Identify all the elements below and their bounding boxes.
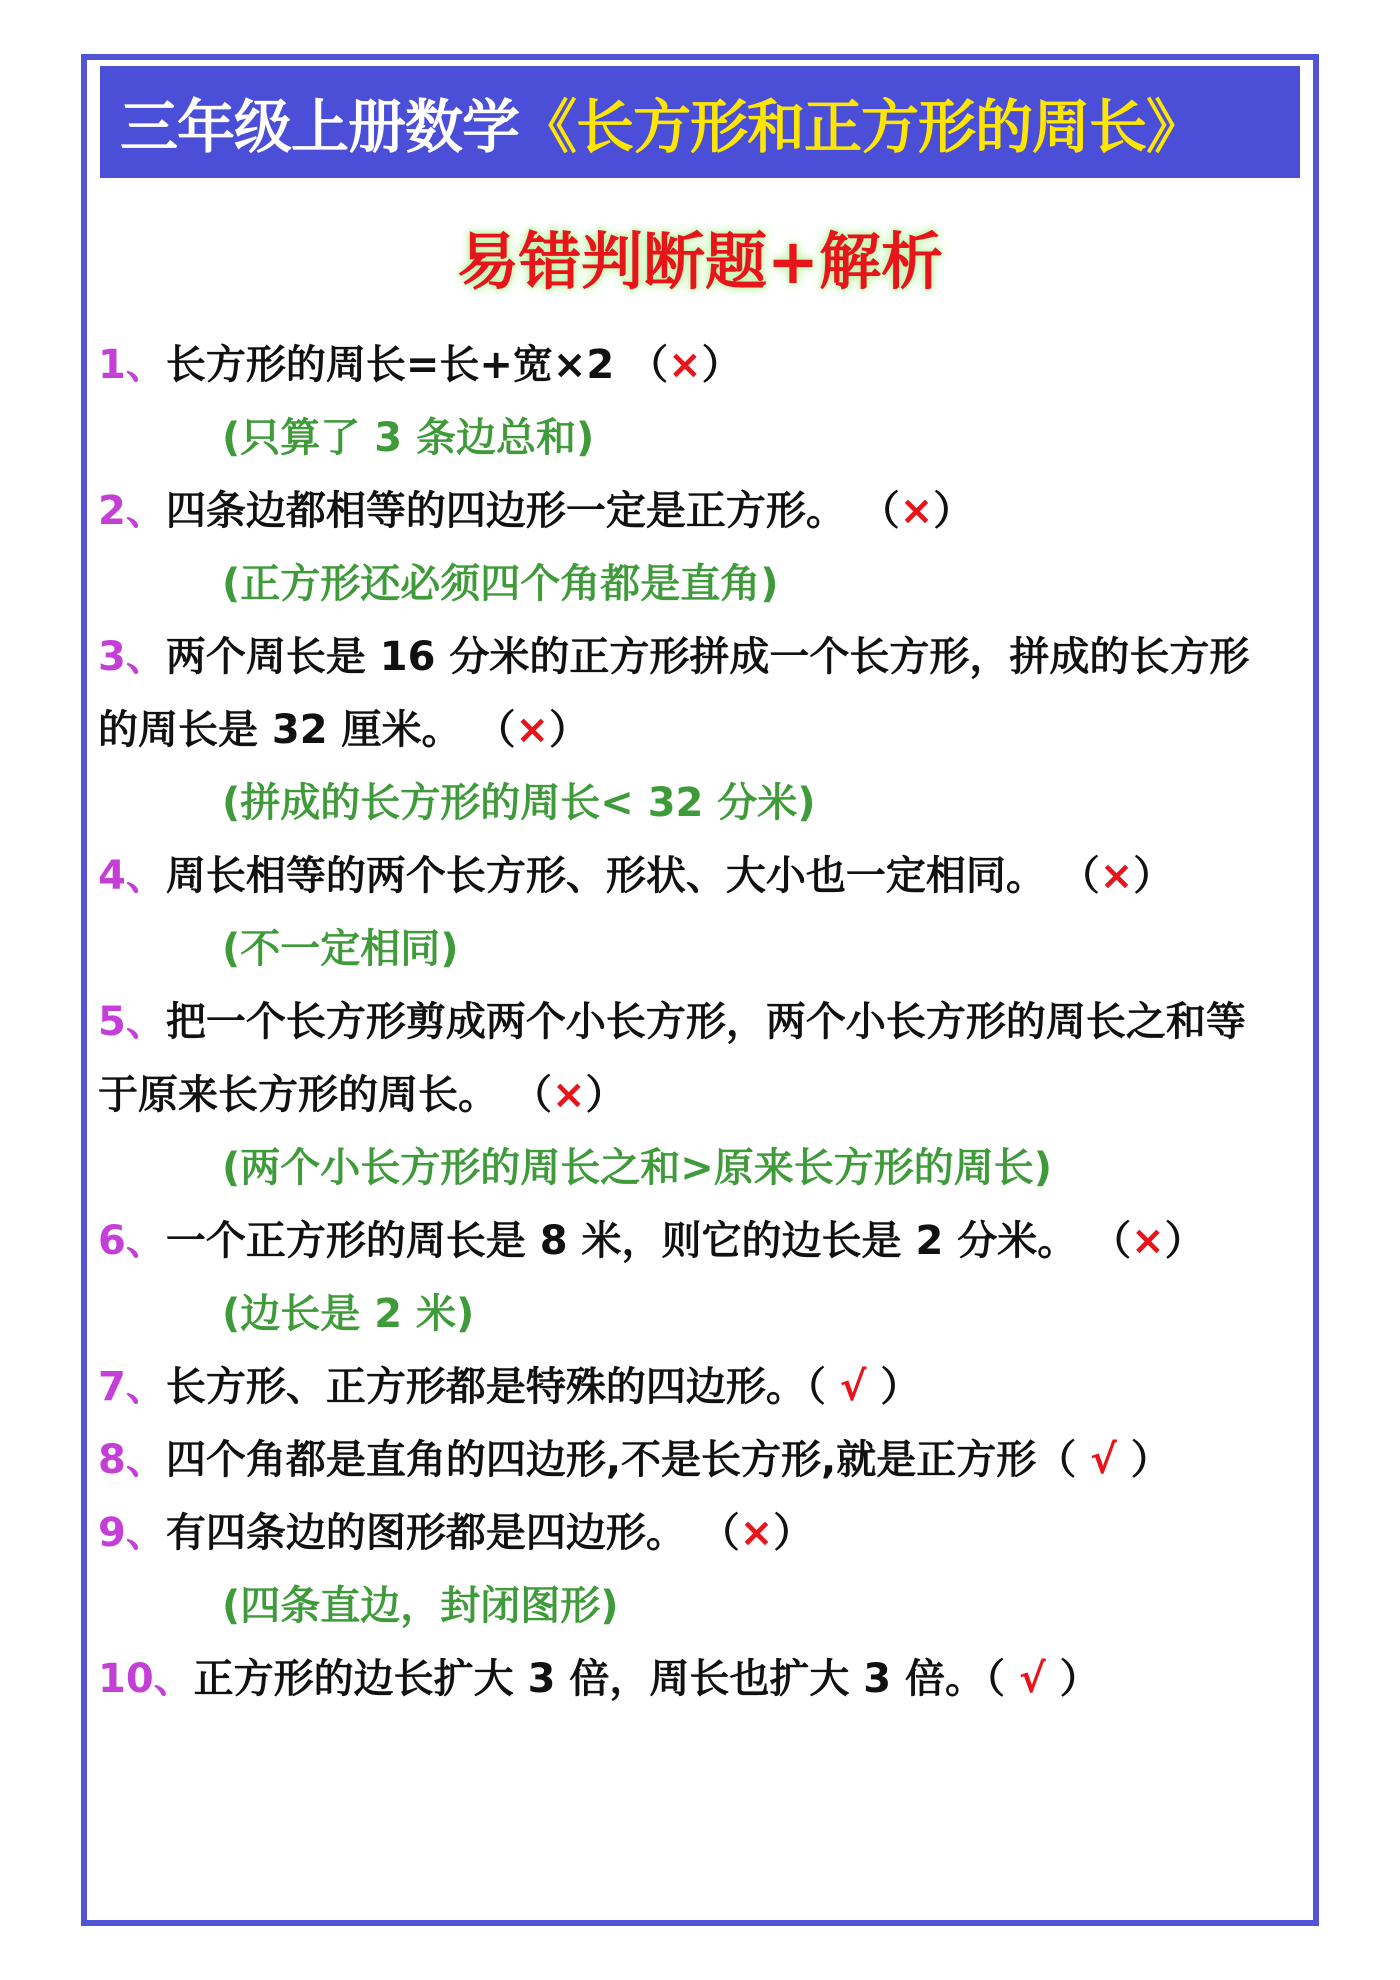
explanation-5: (两个小长方形的周长之和>原来长方形的周长) — [222, 1145, 1053, 1191]
question-text: 有四条边的图形都是四边形。 — [165, 1510, 700, 1556]
question-text: 两个周长是 16 分米的正方形拼成一个长方形，拼成的长方形 — [165, 634, 1250, 680]
answer-open: （ — [805, 1364, 840, 1410]
question-text: 长方形的周长=长+宽×2 — [165, 342, 629, 388]
explanation-6: (边长是 2 米) — [222, 1291, 475, 1337]
answer-open: （ — [699, 1510, 740, 1556]
answer-close: ） — [548, 707, 589, 753]
question-4 — [98, 848, 1173, 904]
answer-close: ） — [585, 1072, 626, 1118]
question-number: 6、 — [98, 1218, 166, 1264]
wrong-mark: × — [739, 1510, 774, 1556]
answer-open: （ — [1036, 1437, 1091, 1483]
answer-close: ） — [866, 1364, 921, 1410]
question-5-continued — [98, 1067, 625, 1123]
title-banner — [100, 66, 1300, 178]
question-5 — [98, 994, 1246, 1050]
title-main: 三年级上册数学 — [120, 93, 520, 161]
answer-open: （ — [475, 707, 516, 753]
question-number: 9、 — [98, 1510, 166, 1556]
question-3 — [98, 629, 1249, 685]
question-number: 8、 — [98, 1437, 166, 1483]
question-text: 长方形、正方形都是特殊的四边形。 — [165, 1364, 806, 1410]
question-8 — [98, 1432, 1171, 1488]
question-number: 7、 — [98, 1364, 166, 1410]
answer-close: ） — [1116, 1437, 1171, 1483]
answer-open: （ — [1091, 1218, 1132, 1264]
answer-open: （ — [628, 342, 669, 388]
explanation-2: (正方形还必须四个角都是直角) — [222, 561, 779, 607]
question-number: 5、 — [98, 999, 166, 1045]
wrong-mark: × — [899, 488, 934, 534]
question-text: 周长相等的两个长方形、形状、大小也一定相同。 — [165, 853, 1060, 899]
question-3-continued — [98, 702, 589, 758]
question-9 — [98, 1505, 813, 1561]
question-text: 把一个长方形剪成两个小长方形，两个小长方形的周长之和等 — [165, 999, 1246, 1045]
question-number: 3、 — [98, 634, 166, 680]
question-text: 四条边都相等的四边形一定是正方形。 — [165, 488, 860, 534]
question-text: 正方形的边长扩大 3 倍，周长也扩大 3 倍。 — [193, 1656, 986, 1702]
subtitle: 易错判断题+解析 — [457, 225, 943, 298]
question-text: 一个正方形的周长是 8 米，则它的边长是 2 分米。 — [165, 1218, 1092, 1264]
answer-close: ） — [1133, 853, 1174, 899]
question-6 — [98, 1213, 1205, 1269]
answer-open: （ — [859, 488, 900, 534]
question-text: 的周长是 32 厘米。 — [98, 707, 476, 753]
wrong-mark: × — [1099, 853, 1134, 899]
page-border — [81, 54, 1319, 1926]
check-mark: √ — [1018, 1656, 1046, 1702]
answer-open: （ — [985, 1656, 1019, 1702]
wrong-mark: × — [515, 707, 549, 753]
wrong-mark: × — [1131, 1218, 1165, 1264]
answer-close: ） — [933, 488, 974, 534]
check-mark: √ — [1090, 1437, 1117, 1483]
title-sub: 《长方形和正方形的周长》 — [519, 93, 1204, 161]
question-10 — [98, 1651, 1100, 1707]
question-2 — [98, 483, 973, 539]
question-text: 四个角都是直角的四边形,不是长方形,就是正方形 — [165, 1437, 1037, 1483]
question-1 — [98, 337, 742, 393]
explanation-4: (不一定相同) — [222, 926, 459, 972]
explanation-3: (拼成的长方形的周长< 32 分米) — [222, 780, 816, 826]
wrong-mark: × — [668, 342, 702, 388]
question-number: 1、 — [98, 342, 166, 388]
question-7 — [98, 1359, 920, 1415]
question-text: 于原来长方形的周长。 — [98, 1072, 512, 1118]
answer-open: （ — [1059, 853, 1100, 899]
check-mark: √ — [839, 1364, 867, 1410]
answer-close: ） — [701, 342, 742, 388]
answer-close: ） — [1045, 1656, 1100, 1702]
answer-close: ） — [1164, 1218, 1205, 1264]
question-number: 2、 — [98, 488, 166, 534]
answer-open: （ — [511, 1072, 552, 1118]
answer-close: ） — [773, 1510, 814, 1556]
question-number: 10、 — [98, 1656, 194, 1702]
explanation-1: (只算了 3 条边总和) — [222, 415, 595, 461]
wrong-mark: × — [551, 1072, 586, 1118]
explanation-9: (四条直边，封闭图形) — [222, 1583, 619, 1629]
question-number: 4、 — [98, 853, 166, 899]
